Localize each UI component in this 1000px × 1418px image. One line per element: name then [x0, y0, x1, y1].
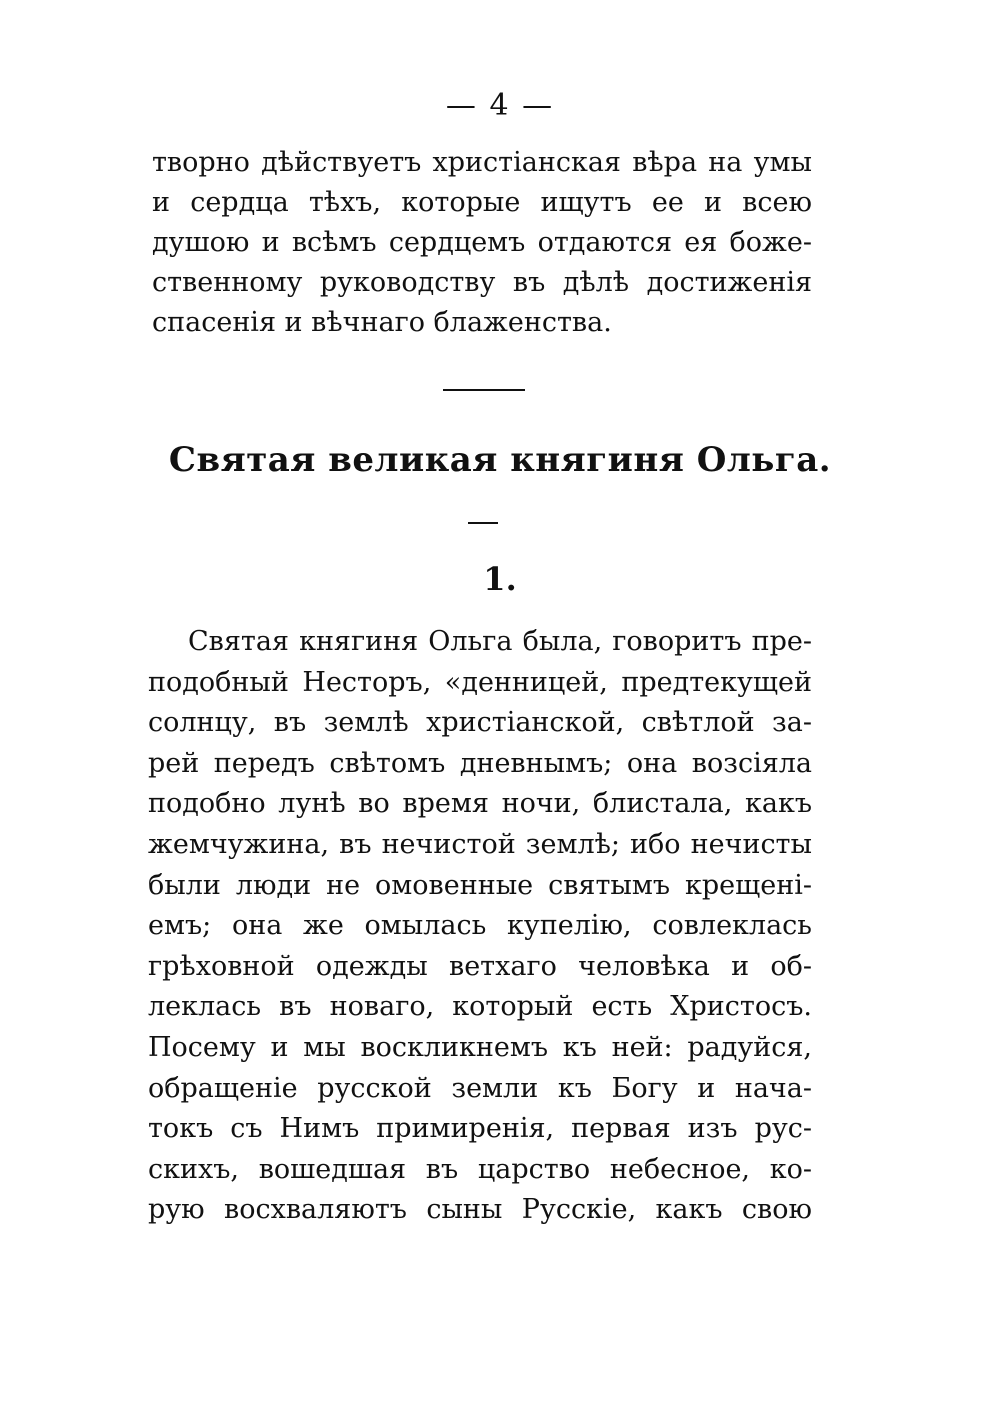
section-divider	[443, 389, 525, 391]
text-line: были люди не омовенные святымъ крещені-	[148, 869, 812, 901]
heading-divider	[468, 522, 498, 524]
section-number: 1.	[483, 560, 517, 598]
chapter-heading: Святая великая княгиня Ольга.	[168, 440, 832, 480]
text-line: душою и всѣмъ сердцемъ отдаются ея боже-	[152, 227, 812, 258]
text-line: Святая княгиня Ольга была, говоритъ пре-	[188, 626, 812, 657]
body-paragraph	[148, 622, 812, 1231]
text-line: грѣховной одежды ветхаго человѣка и об-	[148, 950, 812, 982]
text-line: емъ; она же омылась купелію, совлеклась	[148, 910, 812, 942]
page-number: — 4 —	[445, 88, 555, 123]
text-line: солнцу, въ землѣ христіанской, свѣтлой за-	[148, 707, 812, 739]
text-line: токъ съ Нимъ примиренія, первая изъ рус-	[148, 1113, 812, 1145]
text-line: спасенія и вѣчнаго блаженства.	[152, 307, 612, 338]
text-line: подобный Несторъ, «денницей, предтекущей	[148, 666, 812, 698]
text-line: скихъ, вошедшая въ царство небесное, ко-	[148, 1153, 812, 1185]
text-line: Посему и мы воскликнемъ къ ней: радуйся,	[148, 1031, 812, 1063]
text-line: творно дѣйствуетъ христіанская вѣра на умы	[152, 147, 812, 178]
text-line: подобно лунѣ во время ночи, блистала, какъ	[148, 788, 812, 820]
text-line: рей передъ свѣтомъ дневнымъ; она возсіяла	[148, 747, 812, 779]
text-line: жемчужина, въ нечистой землѣ; ибо нечисты	[148, 828, 812, 860]
text-line: рую восхваляютъ сыны Русскіе, какъ свою	[148, 1194, 812, 1226]
text-line: ственному руководству въ дѣлѣ достиженія	[152, 267, 812, 298]
text-line: леклась въ новаго, который есть Христосъ.	[148, 991, 812, 1023]
text-line: обращеніе русской земли къ Богу и нача-	[148, 1072, 812, 1104]
intro-paragraph	[152, 143, 812, 343]
text-line: и сердца тѣхъ, которые ищутъ ее и всею	[152, 187, 812, 218]
